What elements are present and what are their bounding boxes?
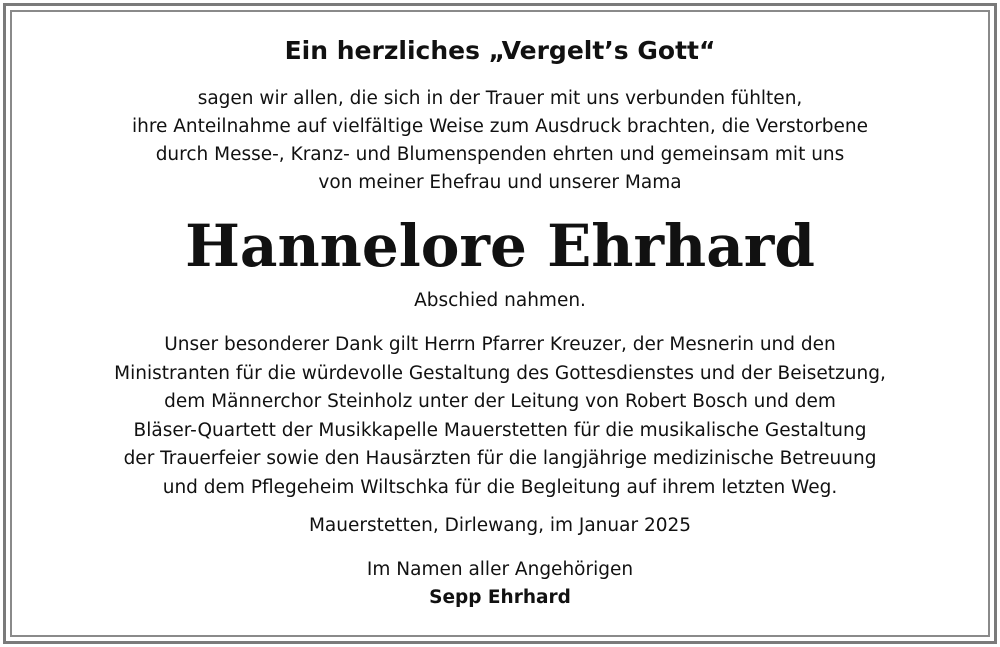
thanks-line: Unser besonderer Dank gilt Herrn Pfarrer Kreuzer, der Mesnerin und den xyxy=(164,334,836,355)
thanks-line: dem Männerchor Steinholz unter der Leitung von Robert Bosch und dem xyxy=(164,391,836,412)
signer-name: Sepp Ehrhard xyxy=(429,587,571,608)
thanks-line: Bläser-Quartett der Musikkapelle Mauerstetten für die musikalische Gestaltung xyxy=(133,419,867,441)
thanks-line: der Trauerfeier sowie den Hausärzten für die langjährige medizinische Betreuung xyxy=(123,448,877,469)
place-and-date: Mauerstetten, Dirlewang, im Januar 2025 xyxy=(308,515,692,536)
intro-line: von meiner Ehefrau und unserer Mama xyxy=(318,172,682,193)
intro-paragraph xyxy=(20,85,980,197)
thanks-paragraph xyxy=(20,331,980,502)
intro-line: sagen wir allen, die sich in der Trauer mit uns verbunden fühlten, xyxy=(197,88,803,109)
thanks-line: und dem Pflegeheim Wiltschka für die Begleitung auf ihrem letzten Weg. xyxy=(162,476,838,498)
on-behalf-line: Im Namen aller Angehörigen xyxy=(366,559,634,580)
intro-line: ihre Anteilnahme auf vielfältige Weise zum Ausdruck brachten, die Verstorbene xyxy=(131,116,869,137)
notice-heading: Ein herzliches „Vergelt’s Gott“ xyxy=(284,36,716,65)
deceased-name: Hannelore Ehrhard xyxy=(185,212,815,280)
thanks-line: Ministranten für die würdevolle Gestaltung des Gottesdienstes und der Beisetzung, xyxy=(114,362,886,384)
intro-line: durch Messe-, Kranz- und Blumenspenden ehrten und gemeinsam mit uns xyxy=(155,144,845,165)
farewell-text: Abschied nahmen. xyxy=(414,290,586,311)
